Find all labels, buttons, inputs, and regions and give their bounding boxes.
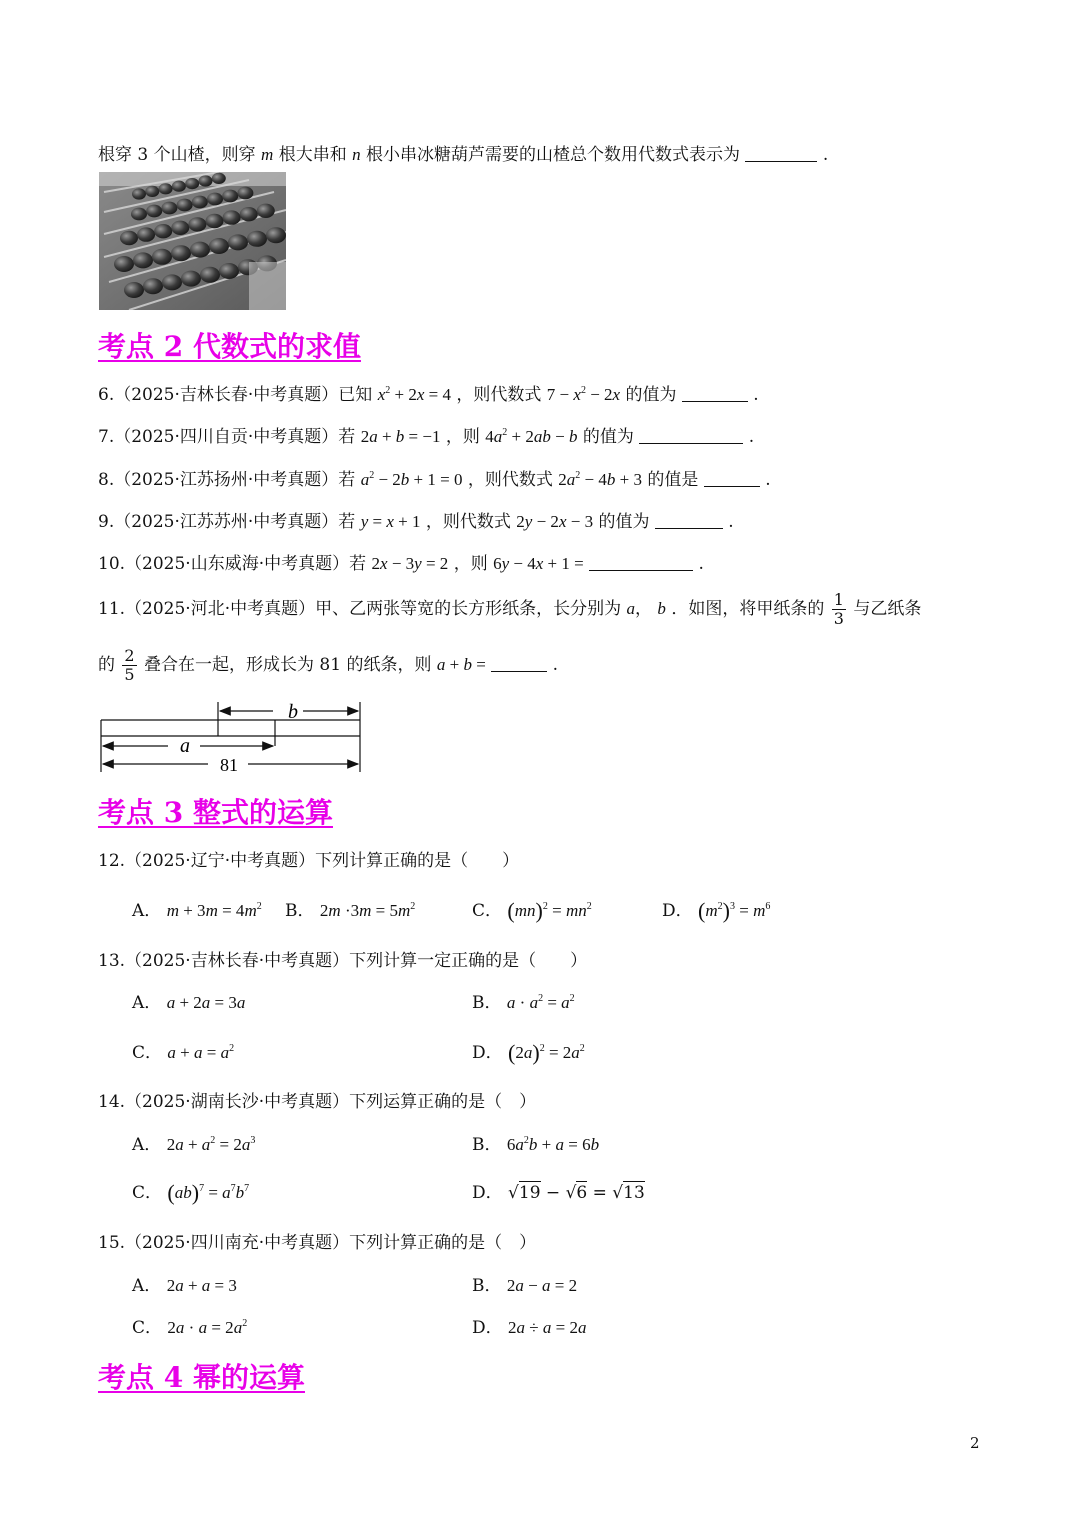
question-text: 的值是 [647, 470, 699, 490]
question-text: 的 [98, 655, 115, 675]
q12-option-c[interactable] [472, 896, 592, 924]
var-m: m [261, 145, 274, 164]
equation: 2x − 3y = 2 [371, 554, 449, 573]
q15-option-a[interactable] [132, 1271, 237, 1296]
option-label: A． [132, 993, 162, 1013]
fraction-two-fifths [122, 647, 136, 684]
equation: $a^2 - 2b + 1 = 0$ [360, 470, 463, 489]
question-9 [98, 507, 734, 532]
question-text: 的值为 [625, 385, 677, 405]
bead [154, 224, 172, 238]
q12-option-b[interactable] [285, 896, 415, 921]
bead [159, 183, 173, 194]
question-text: ，则 [445, 427, 480, 447]
option-expression: $a + a = a^2$ [167, 1043, 235, 1062]
question-stem: 10.（2025·山东威海·中考真题）若 [98, 554, 367, 574]
option-label: C． [132, 1043, 163, 1063]
question-7 [98, 422, 754, 447]
q13-option-b[interactable] [472, 988, 575, 1013]
question-text: ，则 [453, 554, 488, 574]
bead [114, 256, 134, 272]
question-11-line1: 11.（2025·河北·中考真题）甲、乙两张等宽的长方形纸条，长分别为 a， b ．如图，将甲纸条的 $\frac{1}{3}$ 与乙纸条 [98, 590, 922, 628]
period: . [753, 385, 759, 405]
q15-option-d[interactable] [472, 1313, 586, 1338]
equation: 2a + b = −1 [360, 427, 441, 446]
question-text: ，则代数式 [425, 512, 511, 532]
answer-blank [745, 147, 817, 162]
bead [219, 263, 239, 279]
expression: 6y − 4x + 1 = [493, 554, 584, 573]
question-13-stem: 13.（2025·吉林长春·中考真题）下列计算一定正确的是（ ） [98, 951, 588, 971]
q15-option-b[interactable] [472, 1271, 577, 1296]
expression: $7 - x^2 - 2x$ [546, 385, 621, 404]
fraction-one-third [832, 591, 846, 628]
bead [131, 208, 147, 221]
bead [222, 190, 238, 203]
question-text: ．如图，将甲纸条的 [671, 599, 825, 619]
bead [212, 173, 226, 184]
bead [171, 221, 189, 235]
bead [145, 186, 159, 197]
option-expression: $6a^2b + a = 6b$ [506, 1135, 600, 1154]
question-text: 的值为 [582, 427, 634, 447]
bead [223, 210, 241, 224]
q14-option-a[interactable] [132, 1130, 255, 1155]
option-expression: √19 − √6 = √13 [508, 1183, 645, 1203]
option-expression: $2a \cdot a = 2a^2$ [167, 1318, 248, 1337]
bead [181, 271, 201, 287]
expression: a + b = [436, 655, 486, 674]
label-81: 81 [220, 755, 238, 774]
q14-option-c[interactable] [132, 1178, 249, 1206]
option-expression: $a \cdot a^2 = a^2$ [506, 993, 575, 1012]
option-expression: $2m \cdot 3m = 5m^2$ [319, 901, 416, 920]
denominator: 5 [124, 665, 135, 684]
var-a: a [626, 599, 636, 618]
bead [152, 249, 172, 265]
period: . [822, 145, 829, 165]
question-12-stem: 12.（2025·辽宁·中考真题）下列计算正确的是（ ） [98, 851, 520, 871]
bead [237, 187, 253, 200]
question-text: 的值为 [598, 512, 650, 532]
label-a: a [180, 735, 190, 757]
period: . [748, 427, 755, 447]
question-8 [98, 465, 771, 490]
intro-text: 根大串和 [278, 145, 347, 165]
q15-option-c[interactable] [132, 1313, 247, 1338]
q12-option-a[interactable] [132, 896, 262, 921]
period: . [728, 512, 734, 532]
option-label: B． [472, 993, 502, 1013]
question-stem: 8.（2025·江苏扬州·中考真题）若 [98, 470, 356, 490]
option-expression: $2a + a^2 = 2a^3$ [166, 1135, 256, 1154]
bead [124, 282, 144, 298]
option-expression: 2a ÷ a = 2a [508, 1318, 587, 1337]
answer-blank [491, 657, 547, 672]
bead [209, 238, 229, 254]
expression: $2a^2 - 4b + 3$ [558, 470, 642, 489]
bead [247, 231, 267, 247]
option-label: B． [472, 1276, 502, 1296]
bead [177, 199, 193, 212]
bead [228, 234, 248, 250]
intro-text: 根穿 3 个山楂，则穿 [98, 145, 256, 165]
option-label: B． [472, 1135, 502, 1155]
bead [120, 231, 138, 245]
period: . [698, 554, 704, 574]
option-expression: $(2a)^2 = 2a^2$ [508, 1040, 585, 1065]
section-heading-3: 考点 3 整式的运算 [98, 796, 333, 829]
bead [143, 278, 163, 294]
question-15-stem: 15.（2025·四川南充·中考真题）下列计算正确的是（ ） [98, 1233, 537, 1253]
option-label: D． [472, 1183, 503, 1203]
intro-line [98, 140, 828, 165]
question-6 [98, 380, 759, 405]
option-label: D． [472, 1043, 503, 1063]
bead [200, 267, 220, 283]
expression: $4a^2 + 2ab - b$ [485, 427, 578, 446]
period: . [765, 470, 771, 490]
period: . [552, 655, 559, 675]
option-expression: $(mn)^2 = mn^2$ [507, 898, 592, 923]
option-label: B． [285, 901, 315, 921]
q13-option-d[interactable] [472, 1038, 585, 1066]
question-14-stem: 14.（2025·湖南长沙·中考真题）下列运算正确的是（ ） [98, 1092, 537, 1112]
bead [161, 202, 177, 215]
page-number: 2 [970, 1434, 980, 1452]
q13-option-a[interactable] [132, 988, 245, 1013]
section-heading-2: 考点 2 代数式的求值 [98, 330, 361, 363]
abacus-photo [99, 172, 286, 310]
bead [257, 204, 275, 218]
section-heading-4: 考点 4 幂的运算 [98, 1361, 305, 1394]
var-n: n [352, 145, 361, 164]
q13-option-c[interactable] [132, 1038, 234, 1063]
option-expression: 2a + a = 3 [166, 1276, 237, 1295]
label-b: b [288, 701, 298, 723]
option-label: D． [662, 901, 693, 921]
option-expression: 2a − a = 2 [506, 1276, 578, 1295]
question-text: 叠合在一起，形成长为 81 的纸条，则 [144, 655, 432, 675]
bead [137, 227, 155, 241]
bead [172, 181, 186, 192]
intro-text: 根小串冰糖葫芦需要的山楂总个数用代数式表示为 [366, 145, 741, 165]
option-label: A． [132, 1135, 162, 1155]
bead [206, 214, 224, 228]
option-expression: a + 2a = 3a [166, 993, 246, 1012]
bead [192, 196, 208, 209]
bead [240, 207, 258, 221]
answer-blank [589, 556, 693, 571]
option-expression: $(ab)^7 = a^7b^7$ [167, 1180, 250, 1205]
question-stem: 9.（2025·江苏苏州·中考真题）若 [98, 512, 356, 532]
var-b: b [657, 599, 666, 618]
bead [188, 217, 206, 231]
q14-option-b[interactable] [472, 1130, 599, 1155]
question-stem: 7.（2025·四川自贡·中考真题）若 [98, 427, 356, 447]
bead [185, 178, 199, 189]
denominator: 3 [833, 609, 844, 628]
option-label: C． [472, 901, 503, 921]
q14-option-d[interactable] [472, 1178, 645, 1203]
option-label: D． [472, 1318, 503, 1338]
equation: $x^2 + 2x = 4$ [377, 385, 451, 404]
expression: 2y − 2x − 3 [516, 512, 594, 531]
bead [190, 242, 210, 258]
bead [171, 245, 191, 261]
bead [132, 188, 146, 199]
question-text: ，则代数式 [467, 470, 553, 490]
answer-blank [639, 429, 743, 444]
answer-blank [655, 514, 723, 529]
answer-blank [704, 472, 760, 487]
question-stem: 6.（2025·吉林长春·中考真题）已知 [98, 385, 373, 405]
bead [207, 193, 223, 206]
option-label: C． [132, 1183, 163, 1203]
question-text: ，则代数式 [456, 385, 542, 405]
paper-strip-diagram [98, 698, 368, 774]
question-10 [98, 549, 704, 574]
option-expression: $(m^2)^3 = m^6$ [698, 898, 771, 923]
answer-blank [682, 387, 748, 402]
equation: y = x + 1 [360, 512, 421, 531]
question-stem: 11.（2025·河北·中考真题）甲、乙两张等宽的长方形纸条，长分别为 [98, 599, 622, 619]
numerator: 1 [833, 590, 844, 609]
question-11-line2 [98, 646, 558, 684]
option-expression: $m + 3m = 4m^2$ [166, 901, 262, 920]
option-label: C． [132, 1318, 163, 1338]
q12-option-d[interactable] [662, 896, 770, 924]
option-label: A． [132, 901, 162, 921]
numerator: 2 [124, 646, 135, 665]
bead [162, 274, 182, 290]
bead [146, 205, 162, 218]
bead [199, 175, 213, 186]
option-label: A． [132, 1276, 162, 1296]
question-text: 与乙纸条 [853, 599, 922, 619]
bead [133, 252, 153, 268]
bead [266, 227, 286, 243]
